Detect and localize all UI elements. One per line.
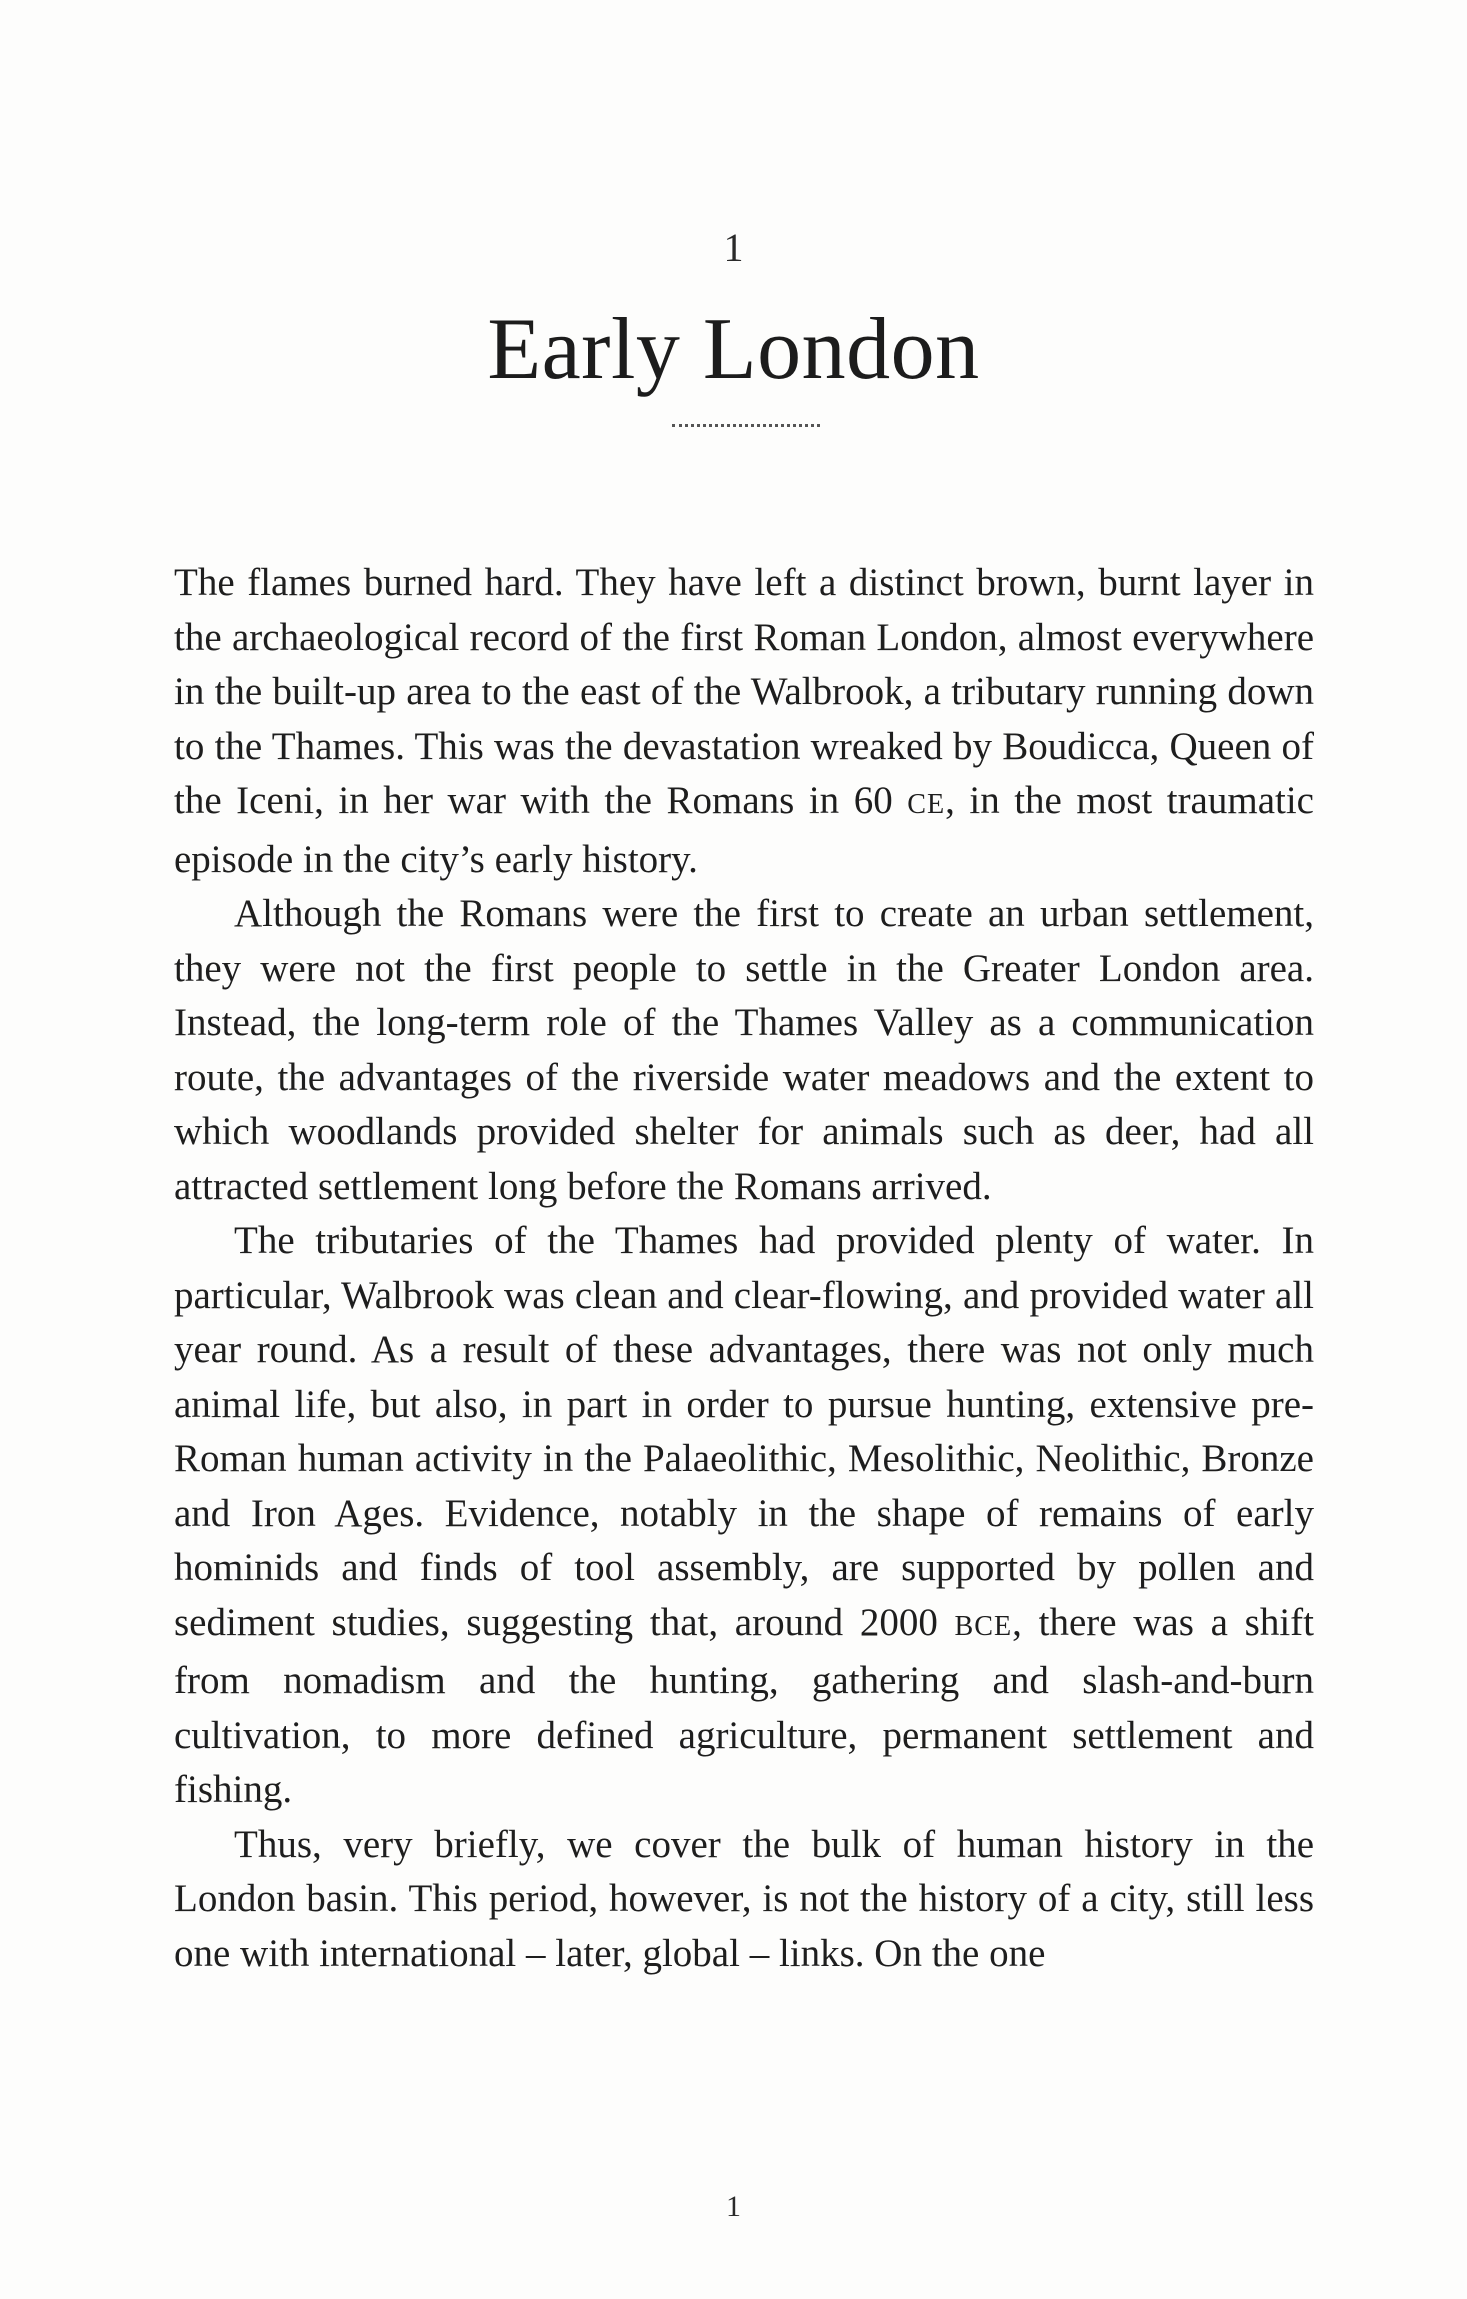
title-ornament-rule: [672, 424, 820, 427]
chapter-number: 1: [723, 225, 744, 270]
paragraph-2: Although the Romans were the first to create an urban settlement, they were not the first people to settle in the Greater London area. Instead, the long-term role of the Thames Valley as a communication route, the advantages of the riverside water meadows and the extent to which woodlands provided shelter for animals such as deer, had all attracted settlement long before the Romans arrived.: [174, 892, 1314, 1208]
era-abbreviation-ce: CE: [907, 789, 946, 820]
body-text: [174, 556, 1314, 1981]
paragraph-3: [174, 1214, 1314, 1818]
paragraph-1-text-a: The flames burned hard. They have left a distinct brown, burnt layer in the archaeological record of the first Roman London, almost everywhere in the built-up area to the east of the Walbrook, a tributary running down to the Thames. This was the devastation wreaked by Boudicca, Queen of the Iceni, in her war with the Romans in 60: [174, 561, 1314, 822]
era-abbreviation-bce: BCE: [954, 1610, 1013, 1642]
chapter-title: Early London: [487, 301, 980, 398]
paragraph-1-text-b: , in the most traumatic episode in the city’s early history.: [174, 779, 1314, 881]
paragraph-1: [174, 556, 1314, 887]
paragraph-4: Thus, very briefly, we cover the bulk of human history in the London basin. This period, however, is not the history of a city, still less one with international – later, global – links. On the one: [174, 1822, 1314, 1975]
paragraph-3-text-b: , there was a shift from nomadism and the hunting, gathering and slash-and-burn cultivation, to more defined agriculture, permanent settlement and fishing.: [174, 1600, 1314, 1811]
paragraph-3-text-a: The tributaries of the Thames had provided plenty of water. In particular, Walbrook was clean and clear-flowing, and provided water all year round. As a result of these advantages, there was not only much animal life, but also, in part in order to pursue hunting, extensive pre-Roman human activity in the Palaeolithic, Mesolithic, Neolithic, Bronze and Iron Ages. Evidence, notably in the shape of remains of early hominids and finds of tool assembly, are supported by pollen and sediment studies, suggesting that, around 2000: [174, 1219, 1314, 1644]
page-number: 1: [726, 2190, 741, 2223]
